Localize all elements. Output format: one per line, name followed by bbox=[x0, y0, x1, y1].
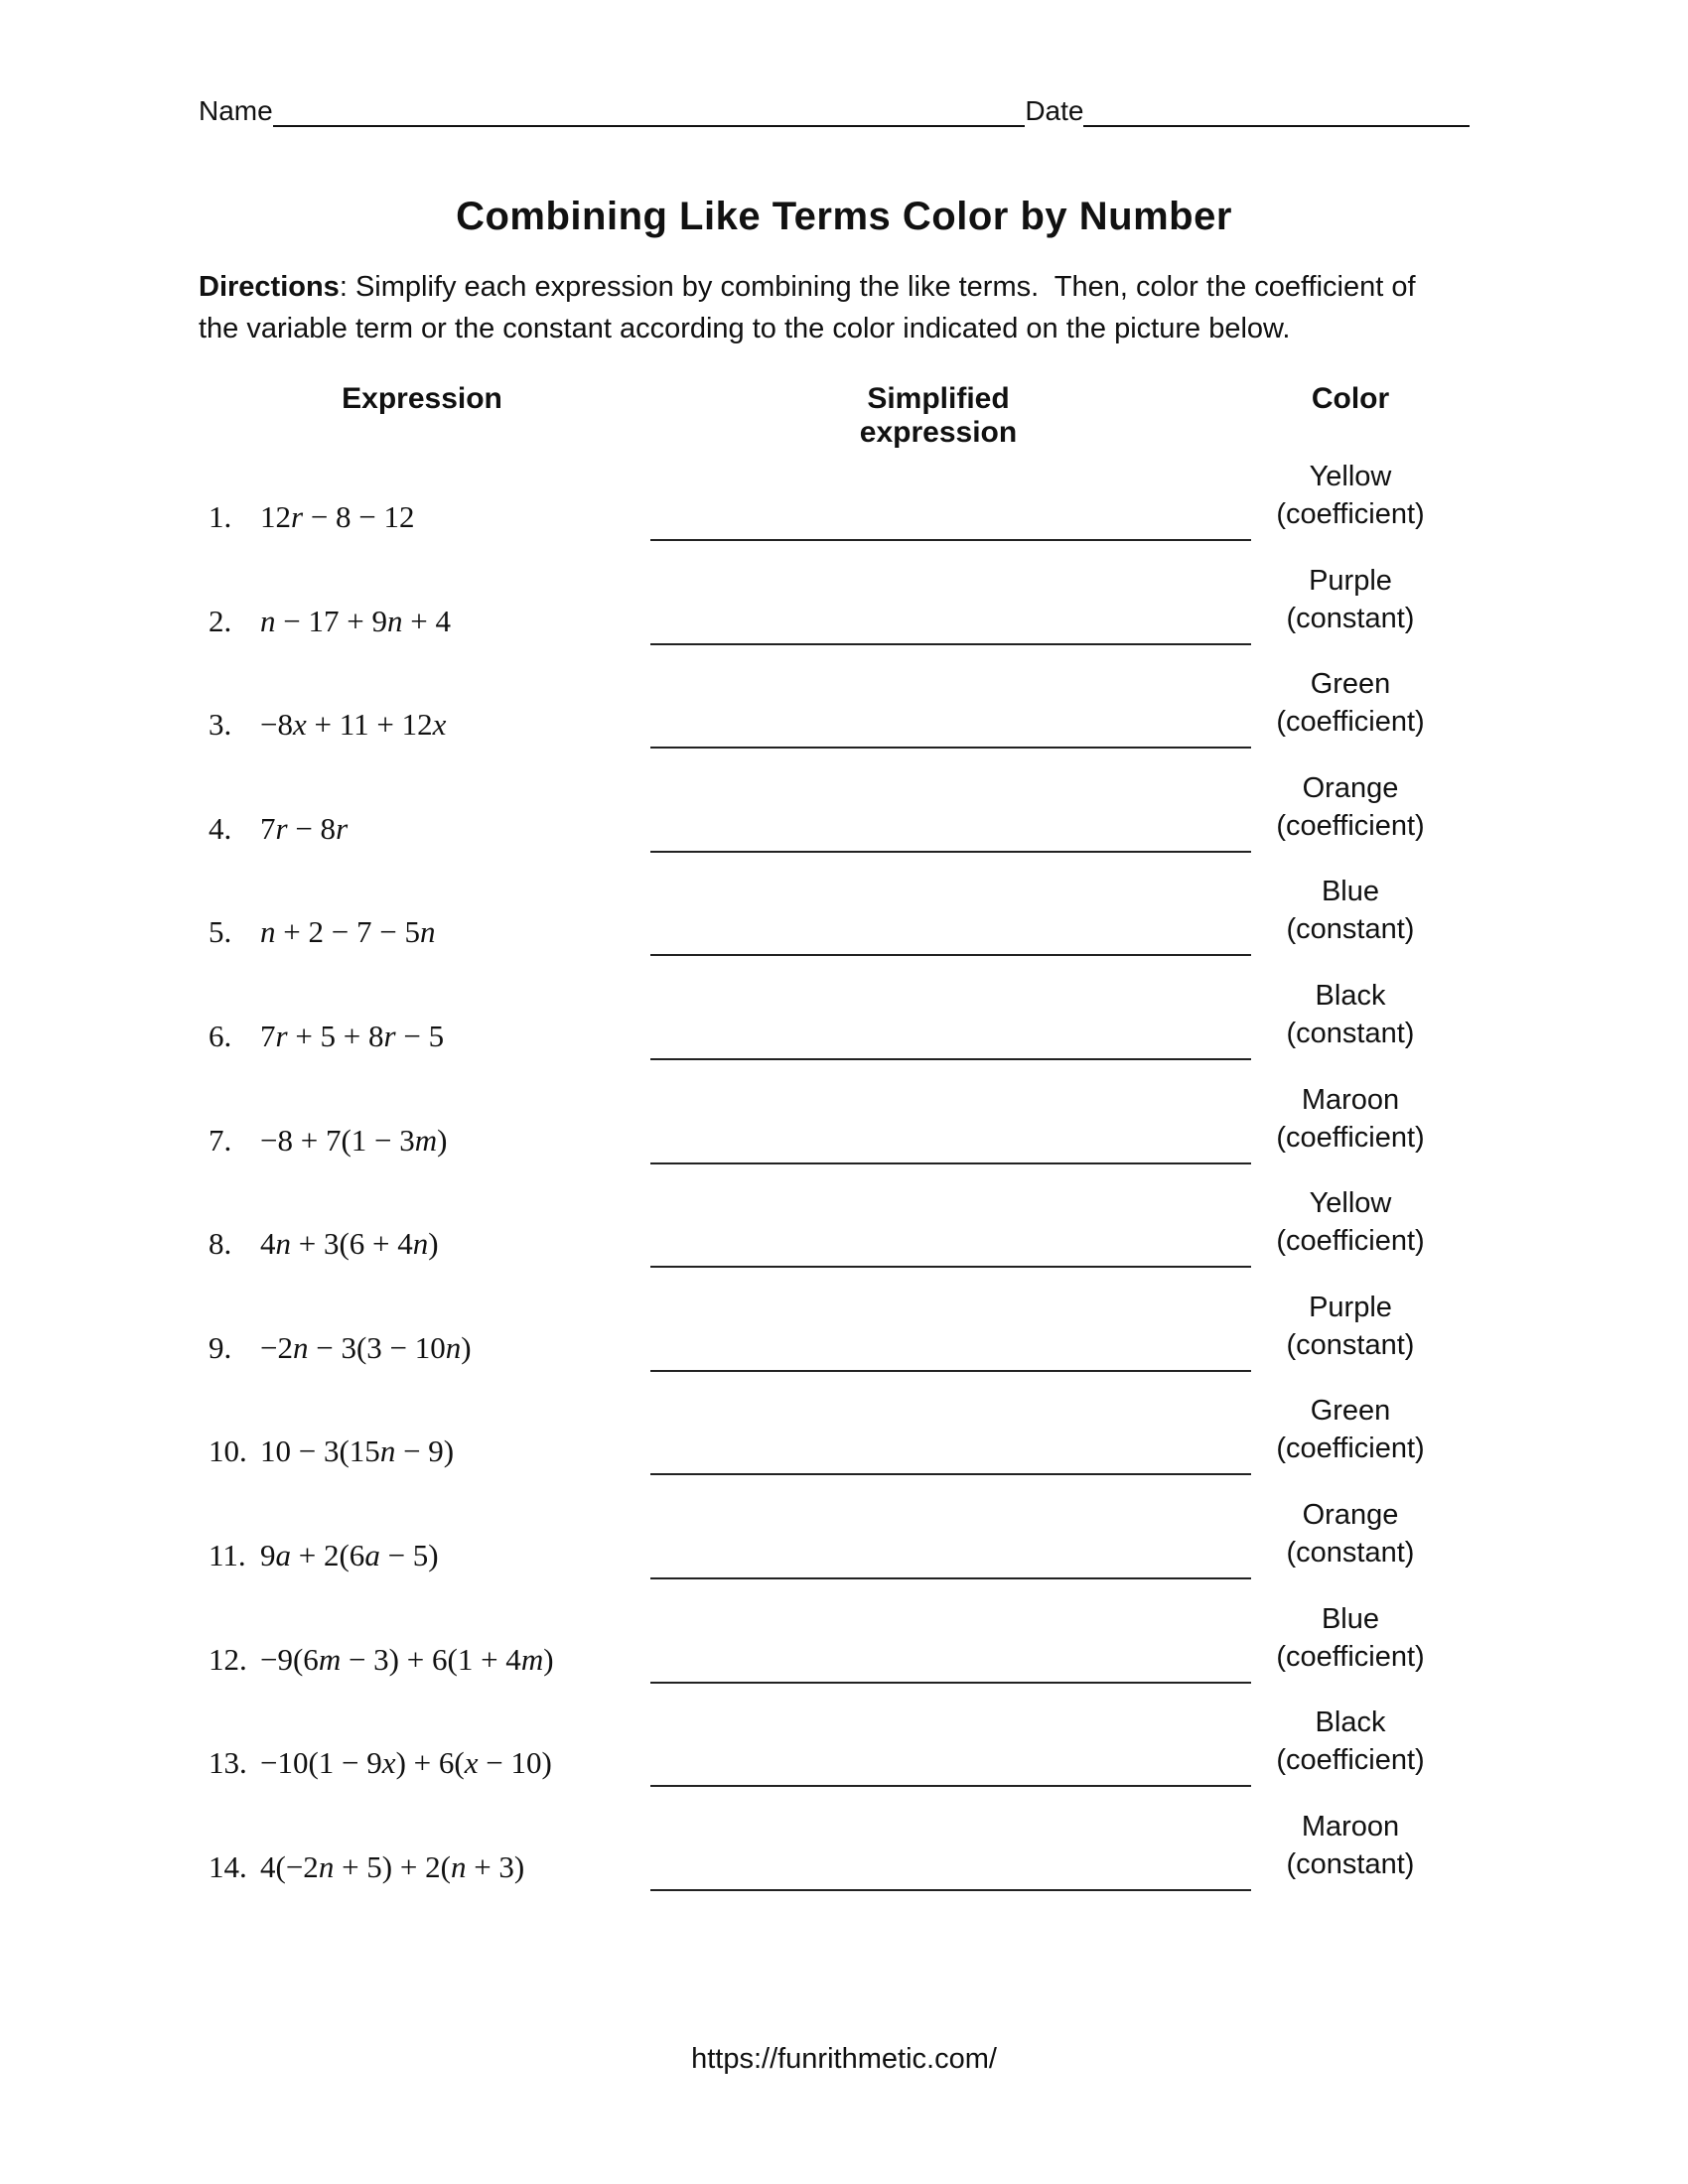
color-target: (constant) bbox=[1286, 1847, 1415, 1880]
color-target: (coefficient) bbox=[1276, 1225, 1425, 1258]
answer-blank-line[interactable] bbox=[650, 1802, 1251, 1891]
directions-line2: the variable term or the constant according to the color indicated on the picture below. bbox=[199, 313, 1291, 344]
color-name: Purple bbox=[1309, 1291, 1392, 1323]
answer-blank-line[interactable] bbox=[650, 1490, 1251, 1579]
problem-row bbox=[199, 1386, 1489, 1490]
problem-number: 4. bbox=[209, 810, 232, 846]
problem-row bbox=[199, 659, 1489, 763]
problem-number: 12. bbox=[209, 1641, 247, 1677]
problem-number: 5. bbox=[209, 914, 232, 950]
answer-blank-line[interactable] bbox=[650, 659, 1251, 749]
problem-row bbox=[199, 1178, 1489, 1283]
answer-blank-line[interactable] bbox=[650, 1386, 1251, 1475]
color-name: Orange bbox=[1302, 1498, 1399, 1531]
problem-number: 13. bbox=[209, 1745, 247, 1781]
problem-number: 8. bbox=[209, 1226, 232, 1262]
color-target: (coefficient) bbox=[1276, 1744, 1425, 1777]
problem-row bbox=[199, 763, 1489, 868]
color-instruction bbox=[1211, 1704, 1489, 1779]
problem-expression: n − 17 + 9n + 4 bbox=[260, 603, 451, 638]
color-name: Green bbox=[1310, 1395, 1391, 1428]
color-instruction bbox=[1211, 873, 1489, 948]
problem-expression: 7r + 5 + 8r − 5 bbox=[260, 1018, 445, 1053]
problem-expression: 9a + 2(6a − 5) bbox=[260, 1537, 439, 1572]
color-instruction bbox=[1211, 977, 1489, 1052]
color-target: (constant) bbox=[1286, 913, 1415, 946]
color-instruction bbox=[1211, 1392, 1489, 1467]
color-target: (coefficient) bbox=[1276, 1640, 1425, 1673]
problem-expression: −8 + 7(1 − 3m) bbox=[260, 1122, 448, 1158]
directions-line1: : Simplify each expression by combining the like terms. Then, color the coefficient of bbox=[339, 271, 1416, 303]
problem-expression: 4(−2n + 5) + 2(n + 3) bbox=[260, 1848, 525, 1884]
color-instruction bbox=[1211, 1184, 1489, 1260]
color-instruction bbox=[1211, 458, 1489, 533]
date-label: Date bbox=[1025, 95, 1084, 126]
color-target: (coefficient) bbox=[1276, 1121, 1425, 1154]
problem-expression: −8x + 11 + 12x bbox=[260, 707, 447, 743]
problem-number: 2. bbox=[209, 603, 232, 638]
problem-expression: 12r − 8 − 12 bbox=[260, 499, 415, 534]
color-target: (coefficient) bbox=[1276, 1433, 1425, 1465]
problems-list bbox=[199, 452, 1489, 1905]
problem-row bbox=[199, 1802, 1489, 1906]
page-title: Combining Like Terms Color by Number bbox=[456, 195, 1232, 238]
problem-expression: 10 − 3(15n − 9) bbox=[260, 1433, 455, 1469]
answer-blank-line[interactable] bbox=[650, 1283, 1251, 1372]
color-instruction bbox=[1211, 1289, 1489, 1364]
color-target: (constant) bbox=[1286, 1017, 1415, 1049]
problem-row bbox=[199, 556, 1489, 660]
color-instruction bbox=[1211, 562, 1489, 637]
date-fill-line[interactable] bbox=[1083, 95, 1470, 127]
problem-expression: 4n + 3(6 + 4n) bbox=[260, 1226, 439, 1262]
color-target: (constant) bbox=[1286, 1536, 1415, 1569]
answer-blank-line[interactable] bbox=[650, 1075, 1251, 1164]
answer-blank-line[interactable] bbox=[650, 1594, 1251, 1684]
color-name: Maroon bbox=[1301, 1083, 1400, 1116]
color-name: Black bbox=[1315, 1706, 1386, 1739]
color-instruction bbox=[1211, 769, 1489, 845]
problem-row bbox=[199, 1075, 1489, 1179]
color-target: (coefficient) bbox=[1276, 498, 1425, 530]
answer-blank-line[interactable] bbox=[650, 452, 1251, 541]
column-header-color: Color bbox=[1311, 382, 1390, 415]
column-header-simplified-expression: Simplified expression bbox=[859, 382, 1018, 449]
problem-row bbox=[199, 1283, 1489, 1387]
color-name: Green bbox=[1310, 668, 1391, 701]
problem-row bbox=[199, 1490, 1489, 1594]
problem-row bbox=[199, 867, 1489, 971]
color-target: (constant) bbox=[1286, 602, 1415, 634]
directions bbox=[199, 266, 1489, 349]
name-fill-line[interactable] bbox=[273, 95, 1026, 127]
problem-expression: −2n − 3(3 − 10n) bbox=[260, 1329, 472, 1365]
answer-blank-line[interactable] bbox=[650, 556, 1251, 645]
answer-blank-line[interactable] bbox=[650, 1698, 1251, 1787]
problem-number: 6. bbox=[209, 1018, 232, 1053]
color-target: (coefficient) bbox=[1276, 706, 1425, 739]
color-instruction bbox=[1211, 1496, 1489, 1571]
color-name: Black bbox=[1315, 979, 1386, 1012]
answer-blank-line[interactable] bbox=[650, 971, 1251, 1060]
problem-number: 10. bbox=[209, 1433, 247, 1469]
answer-blank-line[interactable] bbox=[650, 1178, 1251, 1268]
problem-number: 3. bbox=[209, 707, 232, 743]
color-instruction bbox=[1211, 1600, 1489, 1676]
color-instruction bbox=[1211, 1081, 1489, 1157]
column-header-expression: Expression bbox=[342, 382, 502, 415]
answer-blank-line[interactable] bbox=[650, 763, 1251, 853]
color-name: Orange bbox=[1302, 771, 1399, 804]
color-target: (coefficient) bbox=[1276, 809, 1425, 842]
color-name: Yellow bbox=[1309, 1187, 1392, 1220]
color-name: Blue bbox=[1321, 876, 1380, 908]
name-date-row bbox=[199, 95, 1470, 127]
name-label: Name bbox=[199, 95, 273, 126]
problem-row bbox=[199, 1594, 1489, 1699]
problem-expression: 7r − 8r bbox=[260, 810, 349, 846]
footer-url[interactable]: https://funrithmetic.com/ bbox=[691, 2043, 997, 2075]
color-instruction bbox=[1211, 665, 1489, 741]
problem-number: 1. bbox=[209, 499, 232, 534]
color-name: Yellow bbox=[1309, 461, 1392, 492]
color-name: Purple bbox=[1309, 564, 1392, 597]
directions-label: Directions bbox=[199, 271, 340, 303]
problem-expression: −10(1 − 9x) + 6(x − 10) bbox=[260, 1745, 552, 1781]
problem-number: 11. bbox=[209, 1537, 246, 1572]
problem-number: 7. bbox=[209, 1122, 232, 1158]
problem-row bbox=[199, 1698, 1489, 1802]
problem-row bbox=[199, 971, 1489, 1075]
color-instruction bbox=[1211, 1808, 1489, 1883]
problem-number: 14. bbox=[209, 1848, 247, 1884]
color-name: Maroon bbox=[1301, 1810, 1400, 1843]
problem-row bbox=[199, 452, 1489, 556]
answer-blank-line[interactable] bbox=[650, 867, 1251, 956]
problem-number: 9. bbox=[209, 1329, 232, 1365]
problem-expression: −9(6m − 3) + 6(1 + 4m) bbox=[260, 1641, 554, 1677]
color-target: (constant) bbox=[1286, 1328, 1415, 1361]
color-name: Blue bbox=[1321, 1602, 1380, 1635]
problem-expression: n + 2 − 7 − 5n bbox=[260, 914, 436, 950]
